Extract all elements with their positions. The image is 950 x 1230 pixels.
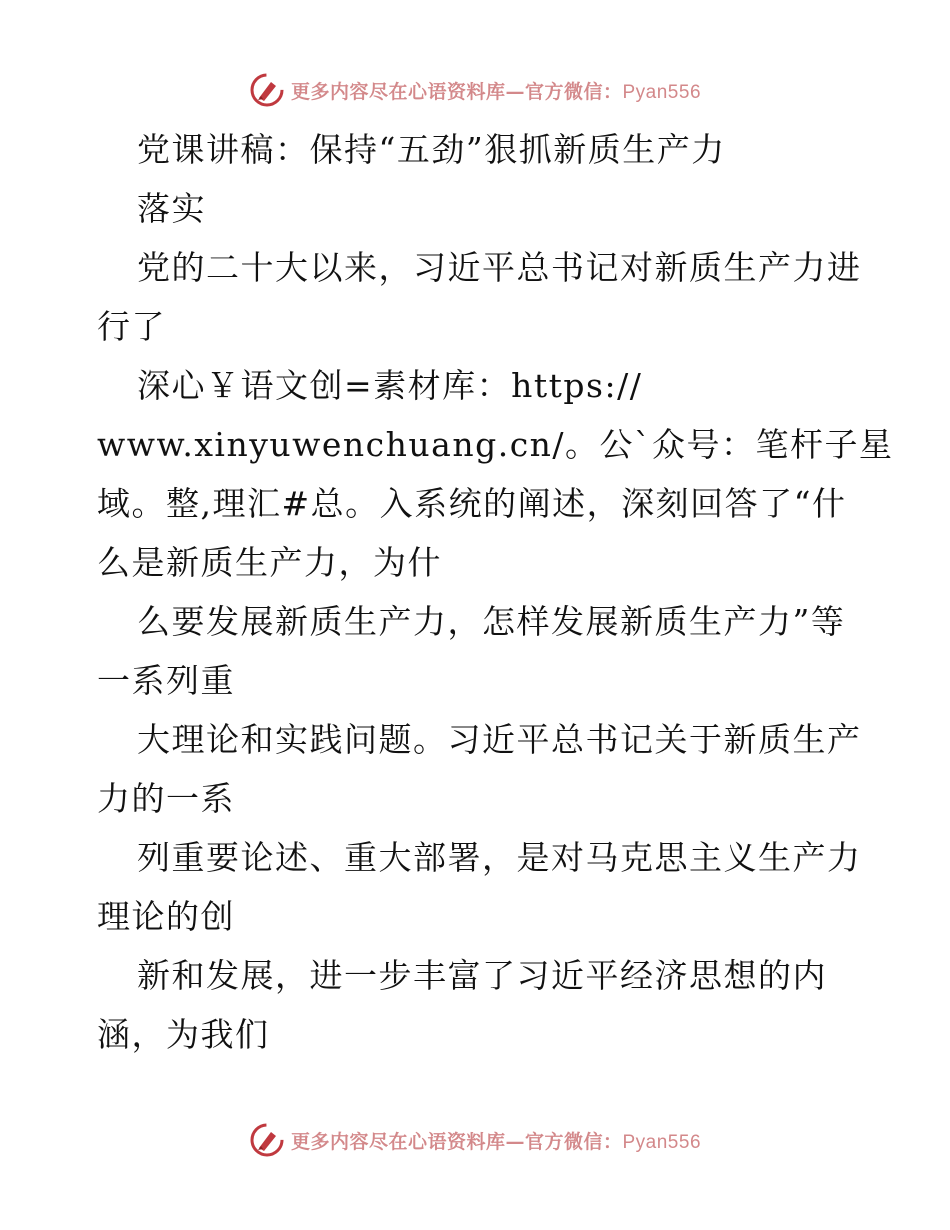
doc-line: 么是新质生产力，为什 xyxy=(97,543,442,582)
doc-line: 涵，为我们 xyxy=(97,1015,270,1054)
doc-title-line: 党课讲稿：保持“五劲”狠抓新质生产力 xyxy=(137,130,726,169)
doc-line: 大理论和实践问题。习近平总书记关于新质生产 xyxy=(137,720,862,759)
doc-line: 党的二十大以来，习近平总书记对新质生产力进 xyxy=(137,248,862,287)
pen-nib-circle-icon xyxy=(249,1122,285,1158)
footer-banner xyxy=(0,1120,950,1160)
doc-line: 一系列重 xyxy=(97,661,235,700)
footer-banner-text: 更多内容尽在心语资料库—官方微信：Pyan556 xyxy=(290,1130,702,1153)
header-banner xyxy=(0,70,950,110)
doc-line: 新和发展，进一步丰富了习近平经济思想的内 xyxy=(137,956,827,995)
doc-line: 列重要论述、重大部署，是对马克思主义生产力 xyxy=(137,838,862,877)
header-banner-text: 更多内容尽在心语资料库—官方微信：Pyan556 xyxy=(290,80,702,103)
doc-line: 行了 xyxy=(97,307,166,346)
doc-line: 么要发展新质生产力，怎样发展新质生产力”等 xyxy=(137,602,846,641)
document-body xyxy=(97,120,894,1064)
header-wechat-id: Pyan556 xyxy=(622,81,702,103)
doc-line: 深心￥语文创=素材库：https:// xyxy=(137,366,643,405)
doc-line: 落实 xyxy=(137,189,206,228)
pen-nib-circle-icon xyxy=(249,72,285,108)
doc-line: 力的一系 xyxy=(97,779,235,818)
footer-wechat-id: Pyan556 xyxy=(622,1131,702,1153)
doc-line: 理论的创 xyxy=(97,897,235,936)
doc-line: 域。整,理汇#总。入系统的阐述，深刻回答了“什 xyxy=(97,484,847,523)
doc-line: www.xinyuwenchuang.cn/。公`众号：笔杆子星 xyxy=(97,425,894,464)
